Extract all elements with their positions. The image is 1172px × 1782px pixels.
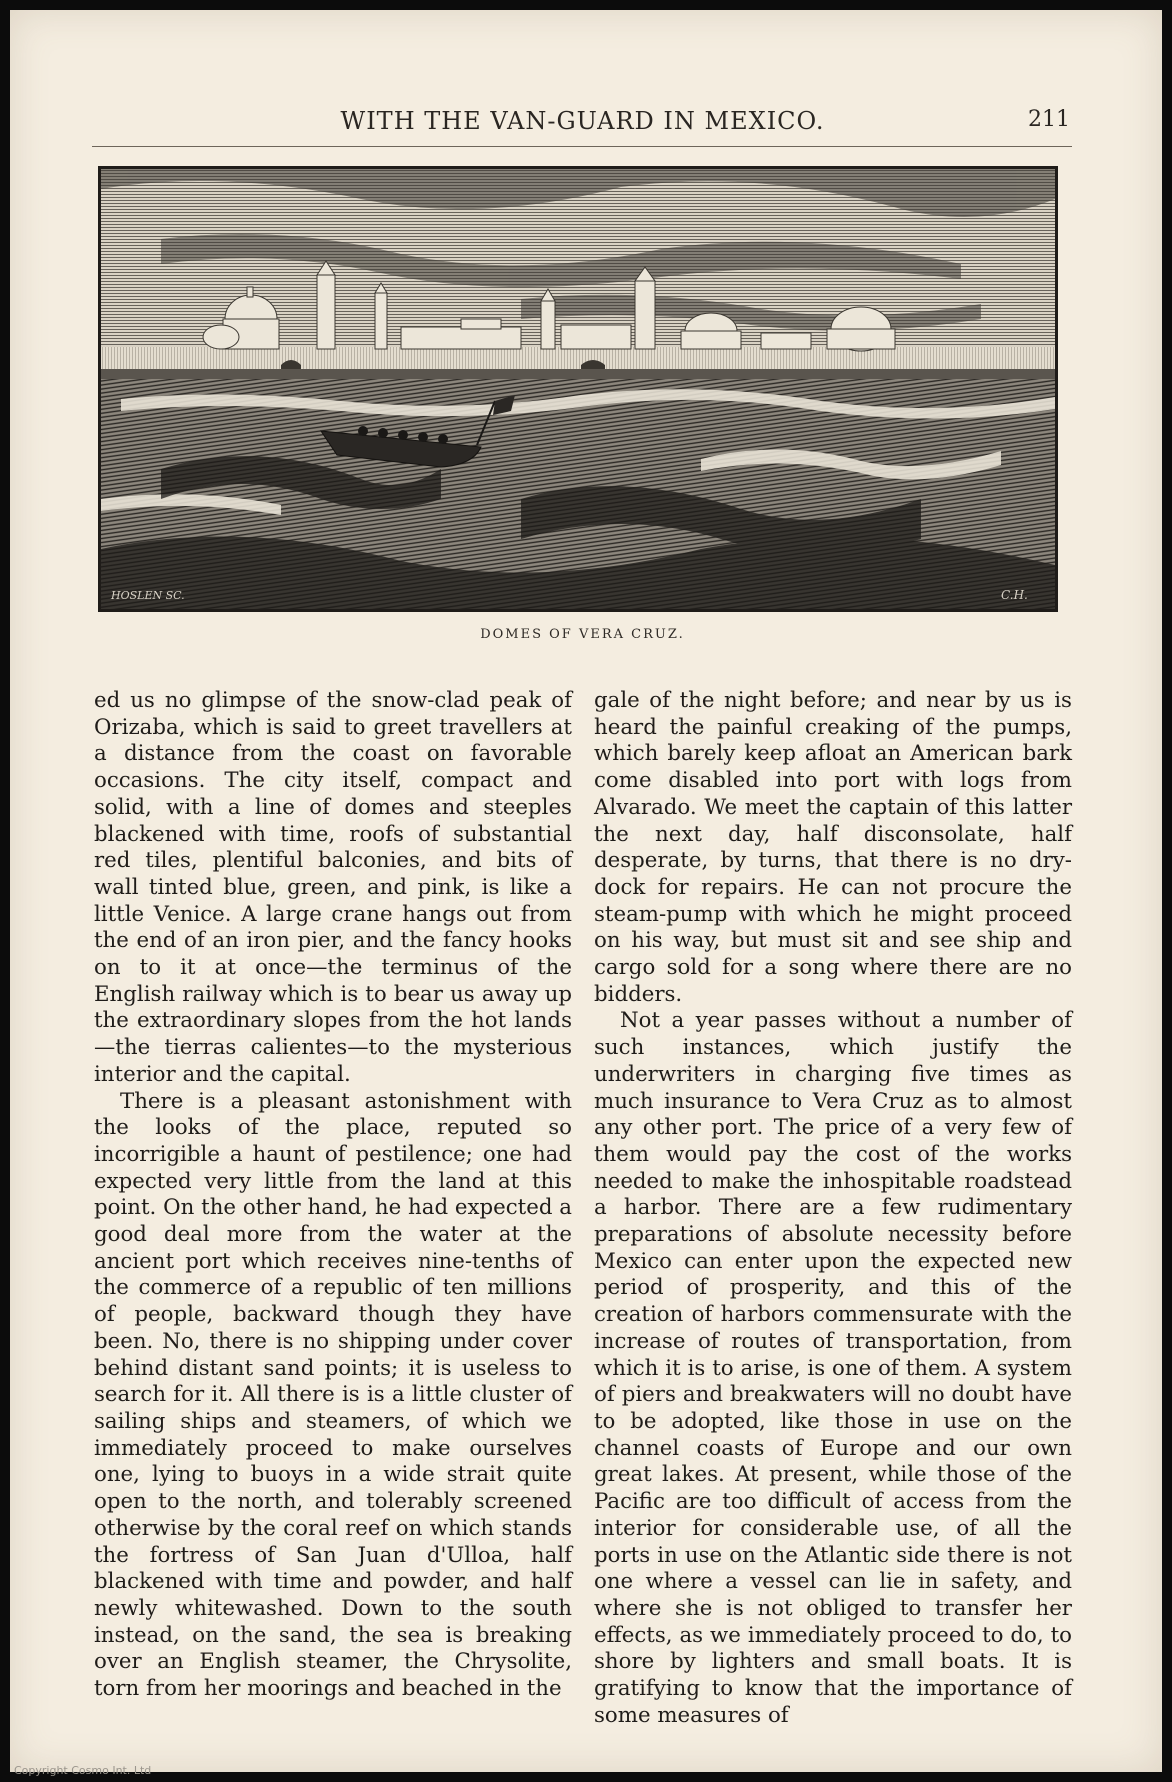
magazine-page <box>10 10 1162 1772</box>
paragraph: Not a year passes without a number of such instances, which justify the underwriters in charging five times as much insurance to Vera Cruz as to almost any other port. The price of a very few of them would pay the cost of the works needed to make the inhospitable roadstead a harbor. There are a few rudimentary preparations of absolute necessity before Mexico can enter upon the expected new period of prosperity, and this of the creation of harbors commensurate with the increase of routes of transportation, from which it is to arise, is one of them. A system of piers and breakwaters will no doubt have to be adopted, like those in use on the channel coasts of Europe and our own great lakes. At present, while those of the Pacific are too difficult of access from the interior for considerable use, of all the ports in use on the Atlantic side there is not one where a vessel can lie in safety, and where she is not obliged to transfer her effects, as we immediately proceed to do, to shore by lighters and small boats. It is gratifying to know that the importance of some measures of <box>594 1008 1072 1728</box>
paragraph: ed us no glimpse of the snow-clad peak of Orizaba, which is said to greet travellers at a distance from the coast on favorable occasions. The city itself, compact and solid, with a line of domes and steeples blackened with time, roofs of substantial red tiles, plentiful balconies, and bits of wall tinted blue, green, and pink, is like a little Venice. A large crane hangs out from the end of an iron pier, and the fancy hooks on to it at once—the terminus of the English railway which is to bear us away up the extraordinary slopes from the hot lands—the tierras calientes—to the mysterious interior and the capital. <box>94 688 572 1087</box>
text-column-left <box>94 688 572 1703</box>
artist-monogram: C.H. <box>1001 588 1028 602</box>
copyright-notice: Copyright Cosmo Int. Ltd <box>14 1764 152 1777</box>
vera-cruz-engraving <box>98 166 1058 612</box>
text-column-right <box>594 688 1072 1729</box>
paragraph: There is a pleasant astonishment with the looks of the place, reputed so incorrigible a haunt of pestilence; one had expected very little from the land at this point. On the other hand, he had expected a good deal more from the water at the ancient port which receives nine-tenths of the commerce of a republic of ten millions of people, backward though they have been. No, there is no shipping under cover behind distant sand points; it is useless to search for it. All there is is a little cluster of sailing ships and steamers, of which we immediately proceed to make ourselves one, lying to buoys in a wide strait quite open to the north, and tolerably screened otherwise by the coral reef on which stands the fortress of San Juan d'Ulloa, half blackened with time and powder, and half newly whitewashed. Down to the south instead, on the sand, the sea is breaking over an English steamer, the Chrysolite, torn from her moorings and beached in the <box>94 1088 572 1702</box>
engraver-signature: HOSLEN SC. <box>111 589 185 602</box>
running-title: WITH THE VAN-GUARD IN MEXICO. <box>340 107 825 135</box>
running-head <box>95 107 1070 141</box>
figure-caption: DOMES OF VERA CRUZ. <box>480 627 685 642</box>
header-rule <box>92 146 1072 147</box>
paragraph: gale of the night before; and near by us is heard the painful creaking of the pumps, which barely keep afloat an American bark come disabled into port with logs from Alvarado. We meet the captain of this latter the next day, half disconsolate, half desperate, by turns, that there is no dry-dock for repairs. He can not procure the steam-pump with which he might proceed on his way, but must sit and see ship and cargo sold for a song where there are no bidders. <box>594 688 1072 1007</box>
engraving-svg <box>101 169 1055 609</box>
page-number: 211 <box>1028 107 1070 132</box>
